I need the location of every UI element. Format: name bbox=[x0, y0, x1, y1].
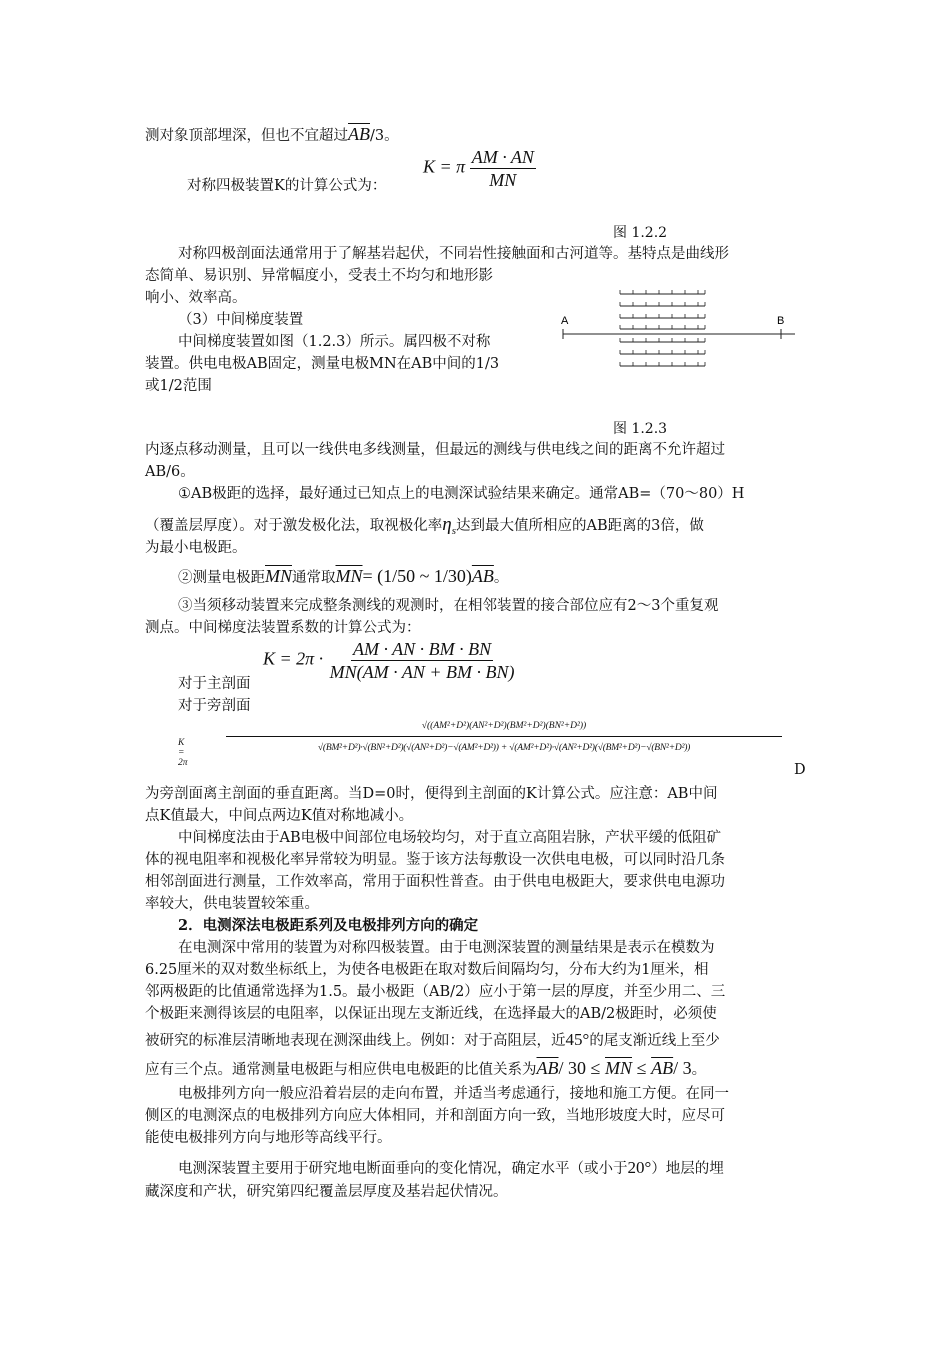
text-line: ①AB极距的选择，最好通过已知点上的电测深试验结果来确定。通常AB=（70～80）H bbox=[178, 486, 745, 502]
text-line: 测点。中间梯度法装置系数的计算公式为： bbox=[145, 620, 421, 636]
formula-numerator: √((AM²+D²)(AN²+D²)(BM²+D²)(BN²+D²)) bbox=[226, 718, 782, 737]
overline-mn: $\overline{MN}$ bbox=[265, 566, 292, 586]
math-expression: ≤ bbox=[636, 1058, 647, 1078]
overline-mn: $\overline{MN}$ bbox=[605, 1058, 632, 1078]
text-line: 邻两极距的比值通常选择为1.5。最小极距（AB/2）应小于第一层的厚度，并至少用二、三 bbox=[145, 984, 726, 1000]
formula-fraction bbox=[328, 638, 517, 683]
text-line: 态简单、易识别、异常幅度小，受表土不均匀和地形影 bbox=[145, 268, 493, 284]
text: 。 bbox=[691, 1062, 707, 1078]
text-line: 中间梯度法由于AB电极中间部位电场较均匀，对于直立高阻岩脉，产状平缓的低阻矿 bbox=[178, 830, 722, 846]
formula-denominator: MN bbox=[489, 170, 517, 190]
text-line: 在电测深中常用的装置为对称四极装置。由于电测深装置的测量结果是表示在模数为 bbox=[178, 940, 715, 956]
text-line: 藏深度和产状，研究第四纪覆盖层厚度及基岩起伏情况。 bbox=[145, 1184, 508, 1200]
formula-numerator: AM · AN bbox=[471, 147, 534, 167]
text-line: 为旁剖面离主剖面的垂直距离。当D=0时，便得到主剖面的K计算公式。应注意：AB中间 bbox=[145, 786, 718, 802]
overline-ab: $\overline{AB}$ bbox=[651, 1058, 674, 1078]
formula-denominator: MN(AM · AN + BM · BN) bbox=[329, 662, 515, 682]
electrode-b-label: B bbox=[777, 315, 785, 327]
formula-lhs: K = 2π bbox=[178, 738, 188, 768]
text-line: 体的视电阻率和视极化率异常较为明显。鉴于该方法每敷设一次供电电极，可以同时沿几条 bbox=[145, 852, 725, 868]
text-line bbox=[145, 1030, 720, 1051]
text: 测对象顶部埋深，但也不宜超过 bbox=[145, 128, 348, 144]
text-line: 6.25厘米的双对数坐标纸上，为使各电极距在取对数后间隔均匀，分布大约为1厘米，相 bbox=[145, 962, 709, 978]
text: 电测深装置主要用于研究地电断面垂向的变化情况，确定水平（或小于 bbox=[178, 1161, 628, 1177]
text-line: AB/6。 bbox=[145, 464, 195, 480]
overline-ab: $\overline{AB}$ bbox=[348, 124, 370, 144]
text-line: 装置。供电电极AB固定，测量电极MN在AB中间的1/3 bbox=[145, 356, 500, 372]
text-line: 电极排列方向一般应沿着岩层的走向布置，并适当考虑通行，接地和施工方便。在同一 bbox=[178, 1086, 729, 1102]
text: 的尾支渐近线上至少 bbox=[589, 1033, 720, 1049]
text-line: 相邻剖面进行测量，工作效率高，常用于面积性普查。由于供电电极距大，要求供电电源功 bbox=[145, 874, 725, 890]
text: 。 bbox=[493, 570, 509, 586]
eta-symbol: η bbox=[442, 514, 452, 535]
text-line: 或1/2范围 bbox=[145, 378, 212, 394]
math-expression: / 30 ≤ bbox=[558, 1058, 601, 1078]
formula-symmetric-k bbox=[423, 146, 536, 191]
formula-gradient-k bbox=[263, 638, 516, 683]
text-line: 对称四极剖面法通常用于了解基岩起伏，不同岩性接触面和古河道等。基特点是曲线形 bbox=[178, 246, 729, 262]
text-line: 响小、效率高。 bbox=[145, 290, 247, 306]
text-line: 对称四极装置K的计算公式为： bbox=[187, 178, 387, 194]
angle-value: 20° bbox=[627, 1158, 652, 1177]
overline-ab: $\overline{AB}$ bbox=[471, 566, 494, 586]
text-line: 率较大，供电装置较笨重。 bbox=[145, 896, 319, 912]
angle-value: 45° bbox=[565, 1030, 590, 1049]
text-line: 点K值最大，中间点两边K值对称地减小。 bbox=[145, 808, 414, 824]
text-line: 内逐点移动测量，且可以一线供电多线测量，但最远的测线与供电线之间的距离不允许超过 bbox=[145, 442, 725, 458]
text: ②测量电极距 bbox=[178, 570, 265, 586]
figure-caption-1-2-3: 图 1.2.3 bbox=[613, 421, 668, 437]
formula-numerator: AM · AN · BM · BN bbox=[352, 639, 492, 659]
text-line: 个极距来测得该层的电阻率，以保证出现左支渐近线，在选择最大的AB/2极距时，必须使 bbox=[145, 1006, 717, 1022]
text-line: 对于旁剖面 bbox=[178, 698, 251, 714]
figure-gradient-array bbox=[555, 284, 800, 376]
math-expression: = (1/50 ~ 1/30) bbox=[362, 566, 472, 586]
formula-denominator: √(BM²+D²)·√(BN²+D²)(√(AN²+D²)−√(AM²+D²)) + √(AM²+D²)·√(AN²+D²)(√(BM²+D²)−√(BN²+D²)) bbox=[317, 743, 691, 753]
text-line bbox=[178, 1158, 724, 1179]
text: ）地层的埋 bbox=[651, 1161, 724, 1177]
text-line: ③当须移动装置来完成整条测线的观测时，在相邻装置的接合部位应有2～3个重复观 bbox=[178, 598, 719, 614]
text: 达到最大值所相应的AB距离的3倍，做 bbox=[455, 518, 704, 534]
formula-eq: = bbox=[439, 156, 452, 177]
text-line: 能使电极排列方向与地形等高线平行。 bbox=[145, 1130, 392, 1146]
section-heading: 2．电测深法电极距系列及电极排列方向的确定 bbox=[178, 917, 479, 934]
eta-subscript: s bbox=[451, 524, 456, 537]
math-expression: / 3 bbox=[673, 1058, 692, 1078]
electrode-a-label: A bbox=[561, 315, 569, 327]
formula-pi: π bbox=[456, 156, 466, 177]
formula-fraction bbox=[470, 146, 536, 191]
overline-mn: $\overline{MN}$ bbox=[335, 566, 363, 586]
text: （覆盖层厚度）。对于激发极化法，取视极化率 bbox=[145, 518, 443, 534]
figure-caption-1-2-2: 图 1.2.2 bbox=[613, 225, 668, 241]
text-line bbox=[145, 1058, 706, 1080]
formula-lhs: K = 2π · bbox=[263, 648, 324, 669]
text-line bbox=[145, 124, 399, 146]
text-line: 对于主剖面 bbox=[178, 676, 251, 692]
text-line: 侧区的电测深点的电极排列方向应大体相同，并和剖面方向一致，当地形坡度大时，应尽可 bbox=[145, 1108, 725, 1124]
text: /3。 bbox=[370, 128, 399, 144]
formula-lhs: K bbox=[423, 156, 436, 177]
text: 通常取 bbox=[292, 570, 336, 586]
text-line: 中间梯度装置如图（1.2.3）所示。属四极不对称 bbox=[178, 334, 491, 350]
overline-ab: $\overline{AB}$ bbox=[536, 1058, 559, 1078]
text-line: D bbox=[794, 762, 806, 778]
text: 应有三个点。通常测量电极距与相应供电电极距的比值关系为 bbox=[145, 1062, 537, 1078]
section-heading: （3）中间梯度装置 bbox=[178, 312, 304, 328]
text: 被研究的标准层清晰地表现在测深曲线上。例如：对于高阻层，近 bbox=[145, 1033, 566, 1049]
text-line: 为最小电极距。 bbox=[145, 540, 247, 556]
text-line bbox=[178, 566, 508, 588]
text-line bbox=[145, 515, 704, 541]
